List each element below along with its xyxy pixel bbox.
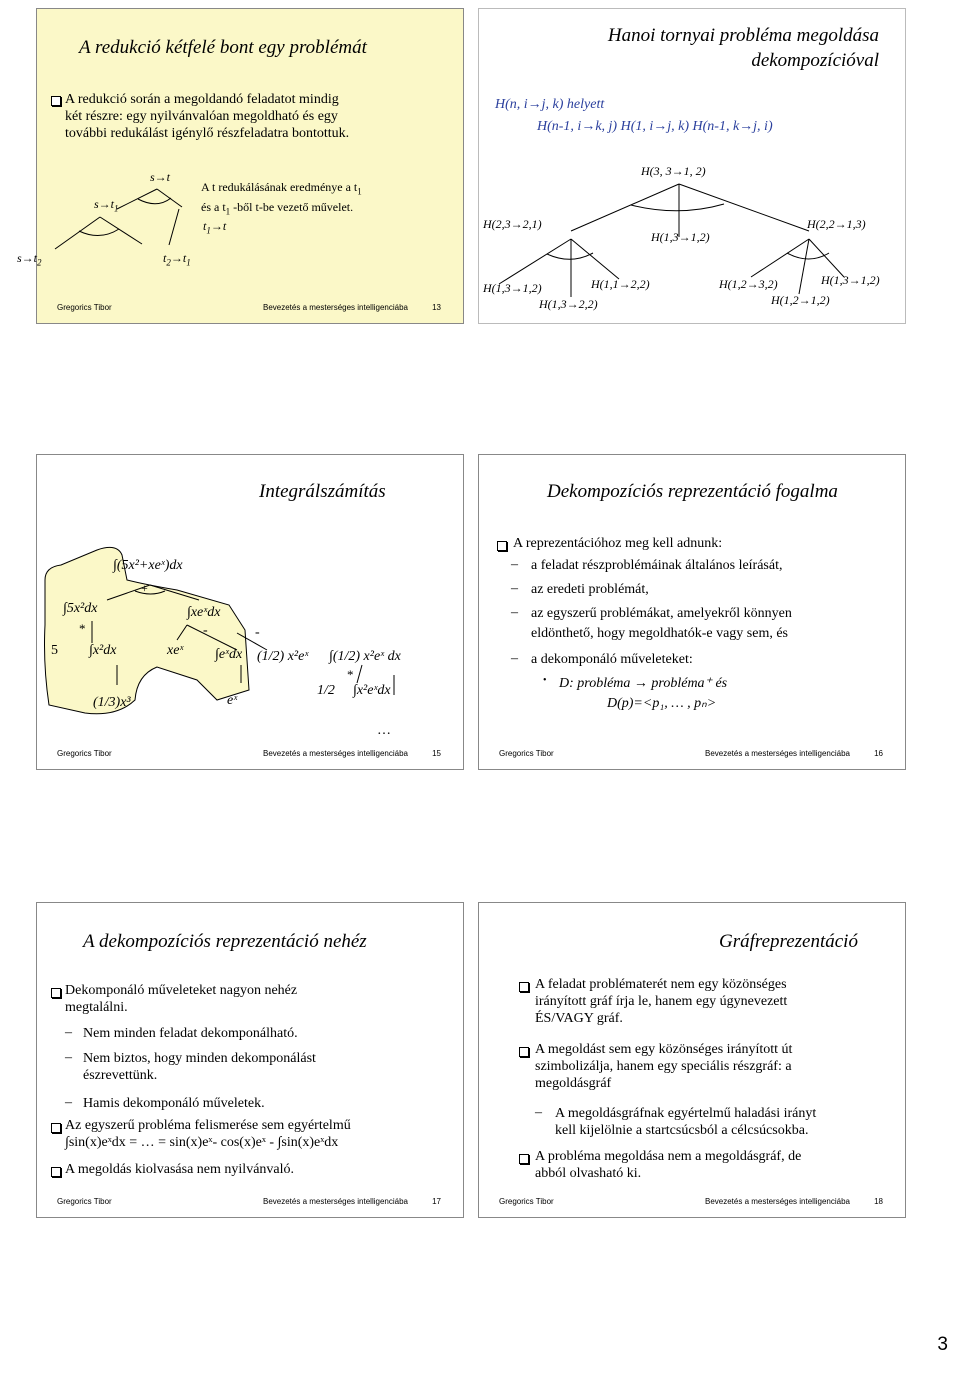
node-exdx: ∫eˣdx: [215, 647, 243, 662]
bullet-line: ∫sin(x)eˣdx = … = sin(x)eˣ- cos(x)eˣ - ∫sin(x)eˣdx: [65, 1135, 339, 1150]
node-left: H(2,3→2,1): [483, 217, 542, 231]
footer-course: Bevezetés a mesterséges intelligenciába: [263, 1197, 408, 1206]
bullet-text: [65, 982, 297, 1016]
node-x2dx: ∫x²dx: [89, 643, 117, 658]
slide-18: [478, 902, 906, 1218]
node-right: H(2,2→1,3): [807, 217, 866, 231]
footer-author: Gregorics Tibor: [499, 749, 554, 758]
node-label: →t: [210, 219, 227, 233]
node-l1: H(1,3→1,2): [483, 281, 542, 295]
bullet-line: A probléma megoldása nem a megoldásgráf, de: [535, 1149, 802, 1164]
dash-icon: –: [511, 557, 518, 572]
node-5: 5: [51, 643, 58, 658]
note-line: és a t: [201, 200, 226, 215]
bullet-line: megoldásgráf: [535, 1076, 612, 1091]
bullet-line: Dekomponáló műveleteket nagyon nehéz: [65, 983, 298, 998]
reduction-tree-lines: [37, 9, 465, 325]
list-item-cont: eldönthető, hogy megoldhatók-e vagy sem, és: [531, 626, 788, 641]
node-label: →t: [170, 251, 187, 265]
node-mid: H(1,3→1,2): [651, 230, 710, 244]
integral-tree-shape: [37, 455, 465, 771]
page-number: 3: [937, 1334, 948, 1355]
footer-author: Gregorics Tibor: [57, 749, 112, 758]
node-sub: 1: [186, 257, 191, 268]
bullet-line: ÉS/VAGY gráf.: [535, 1011, 623, 1026]
node-label: t: [163, 251, 167, 265]
minus-sign: -: [255, 625, 260, 640]
slide-17: [36, 902, 464, 1218]
slide-16: [478, 454, 906, 770]
dash-icon: –: [65, 1095, 72, 1110]
ellipsis: …: [377, 723, 391, 738]
dash-icon: –: [535, 1105, 542, 1120]
bullet-checkbox-icon: [51, 988, 61, 998]
footer-author: Gregorics Tibor: [57, 1197, 112, 1206]
minus-sign: -: [203, 623, 208, 638]
footer-course: Bevezetés a mesterséges intelligenciába: [263, 749, 408, 758]
note-sub: 1: [225, 206, 231, 217]
slide-title: Integrálszámítás: [259, 481, 386, 502]
node-half-x2ex: (1/2) x²eˣ: [257, 649, 309, 664]
bullet-text: [65, 1117, 351, 1151]
node-t1t: [203, 219, 226, 235]
slide-title: Dekompozíciós reprezentáció fogalma: [547, 481, 838, 502]
bullet-line: két részre: egy nyilvánvalóan megoldható és egy: [65, 109, 338, 124]
slide-footer: [37, 749, 463, 761]
list-item: Nem minden feladat dekomponálható.: [83, 1026, 298, 1041]
slide-13: [17, 8, 464, 324]
slide-title-line: Hanoi tornyai probléma megoldása: [607, 25, 879, 46]
slide-number: 15: [432, 749, 441, 758]
slide-footer: [479, 1197, 905, 1209]
bullet-checkbox-icon: [519, 1047, 529, 1057]
node-half: 1/2: [317, 683, 335, 698]
node-13x3: (1/3)x³: [93, 695, 131, 710]
bullet-dot-icon: •: [543, 675, 547, 686]
list-line: Nem biztos, hogy minden dekomponálást: [83, 1051, 316, 1066]
bullet-checkbox-icon: [519, 1154, 529, 1164]
slide-number: 17: [432, 1197, 441, 1206]
node-x2exdx: ∫x²eˣdx: [353, 683, 391, 698]
footer-author: Gregorics Tibor: [499, 1197, 554, 1206]
slide-number: 13: [432, 303, 441, 312]
list-item: [83, 1050, 316, 1084]
list-line: észrevettünk.: [83, 1068, 158, 1083]
dash-icon: –: [511, 651, 518, 666]
slide-title: A redukció kétfelé bont egy problémát: [79, 37, 367, 58]
node-sub: 1: [206, 225, 211, 236]
node-5x2dx: ∫5x²dx: [63, 601, 98, 616]
list-item: a feladat részproblémáinak általános leírását,: [531, 558, 783, 573]
node-xexdx: ∫xeˣdx: [187, 605, 221, 620]
bullet-checkbox-icon: [519, 982, 529, 992]
node-xex: xeˣ: [167, 643, 184, 658]
bullet-line: A redukció során a megoldandó feladatot mindig: [65, 92, 339, 107]
footer-author: Gregorics Tibor: [57, 303, 112, 312]
slide-number: 16: [874, 749, 883, 758]
bullet-text: [535, 1041, 792, 1092]
bullet-text: A megoldás kiolvasása nem nyilvánvaló.: [65, 1162, 295, 1177]
node-label: s→t: [94, 197, 115, 211]
node-st2: [17, 251, 42, 267]
note-line: A t redukálásának eredménye a t: [201, 180, 358, 194]
slide-footer: [37, 1197, 463, 1209]
bullet-line: szimbolizálja, hanem egy speciális részgráf: a: [535, 1059, 792, 1074]
node-st1: [94, 197, 119, 213]
sub-line: D(p)=<p₁, … , pₙ>: [607, 696, 717, 711]
plus-sign: +: [141, 581, 148, 595]
node-sub: 1: [114, 203, 119, 214]
footer-course: Bevezetés a mesterséges intelligenciába: [705, 1197, 850, 1206]
dash-icon: –: [511, 581, 518, 596]
list-line: kell kijelölnie a startcsúcsból a célcsúcsokba.: [555, 1123, 809, 1138]
node-root: ∫(5x²+xeˣ)dx: [113, 558, 183, 573]
list-item: [555, 1105, 816, 1139]
node-l3: H(1,3→2,2): [539, 297, 598, 311]
slide-footer: [479, 749, 905, 761]
list-item: a dekomponáló műveleteket:: [531, 652, 693, 667]
note-sub: 1: [357, 186, 362, 197]
list-line: A megoldásgráfnak egyértelmű haladási irányt: [555, 1106, 817, 1121]
node-sub: 2: [37, 257, 42, 268]
slide-title: Gráfreprezentáció: [719, 931, 858, 952]
bullet-checkbox-icon: [497, 541, 507, 551]
sub-line: D: probléma → probléma⁺ és: [559, 676, 728, 691]
dash-icon: –: [65, 1025, 72, 1040]
bullet-line: Az egyszerű probléma felismerése sem egyértelmű: [65, 1118, 351, 1133]
node-st: s→t: [150, 170, 171, 184]
slide-footer: [37, 303, 463, 315]
footer-course: Bevezetés a mesterséges intelligenciába: [263, 303, 408, 312]
node-r1: H(1,2→3,2): [719, 277, 778, 291]
slide-14: [478, 8, 906, 324]
list-item: Hamis dekomponáló műveletek.: [83, 1096, 265, 1111]
node-l2: H(1,1→2,2): [591, 277, 650, 291]
bullet-line: megtalálni.: [65, 1000, 128, 1015]
node-r3: H(1,2→1,2): [771, 293, 830, 307]
bullet-line: további redukálást igénylő részfeladatra bontottuk.: [65, 126, 350, 141]
star-sign: *: [79, 621, 86, 636]
bullet-line: A megoldást sem egy közönséges irányított út: [535, 1042, 793, 1057]
node-label: t: [203, 219, 207, 233]
dash-icon: –: [65, 1050, 72, 1065]
bullet-text: A reprezentációhoz meg kell adnunk:: [513, 536, 723, 551]
list-item: az egyszerű problémákat, amelyekről könnyen: [531, 606, 792, 621]
node-half-int: ∫(1/2) x²eˣ dx: [329, 649, 401, 664]
footer-course: Bevezetés a mesterséges intelligenciába: [705, 749, 850, 758]
bullet-line: irányított gráf írja le, hanem egy úgynevezett: [535, 994, 788, 1009]
node-t2t1: [163, 251, 191, 267]
node-r2: H(1,3→1,2): [821, 273, 880, 287]
node-ex: eˣ: [227, 693, 238, 708]
star-sign: *: [347, 667, 354, 682]
slide-title-line: dekompozícióval: [751, 50, 879, 71]
note-line: -ből t-be vezető művelet.: [230, 200, 354, 215]
hanoi-line-1: H(n, i→j, k) helyett: [495, 97, 605, 112]
node-sub: 2: [166, 257, 171, 268]
bullet-checkbox-icon: [51, 1123, 61, 1133]
list-item: az eredeti problémát,: [531, 582, 649, 597]
slide-15: [36, 454, 464, 770]
slide-number: 18: [874, 1197, 883, 1206]
node-root: H(3, 3→1, 2): [641, 164, 706, 178]
dash-icon: –: [511, 605, 518, 620]
bullet-text: [535, 1148, 801, 1182]
node-label: s→t: [17, 251, 38, 265]
bullet-text: [535, 976, 787, 1027]
hanoi-line-2: H(n-1, i→k, j) H(1, i→j, k) H(n-1, k→j, i): [537, 119, 773, 134]
slide-title: A dekompozíciós reprezentáció nehéz: [83, 931, 367, 952]
bullet-line: abból olvasható ki.: [535, 1166, 642, 1181]
bullet-checkbox-icon: [51, 1167, 61, 1177]
bullet-line: A feladat problématerét nem egy közönséges: [535, 977, 787, 992]
